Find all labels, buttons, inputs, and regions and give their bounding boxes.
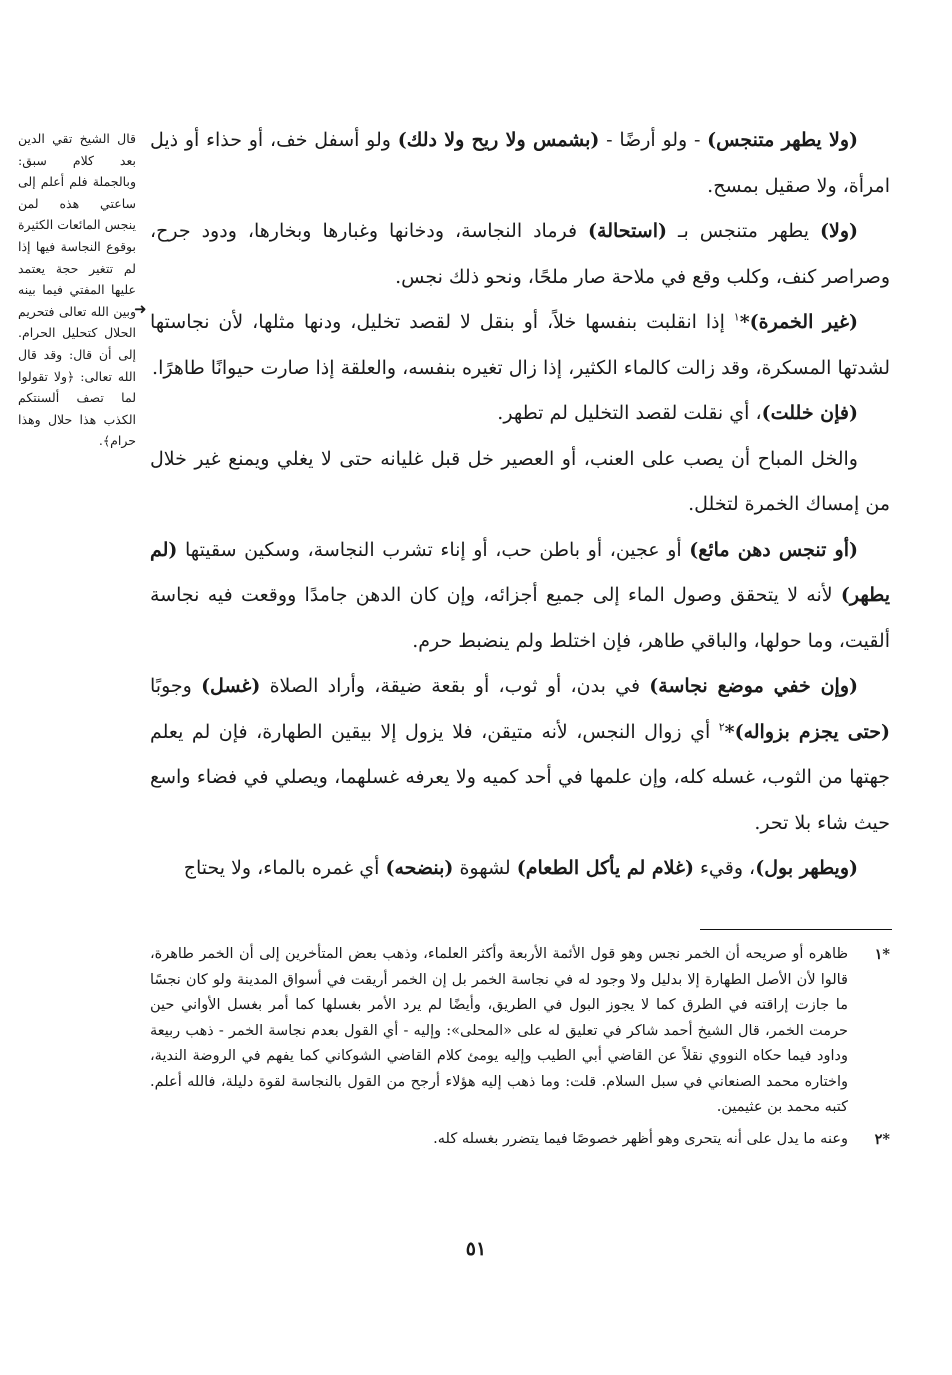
matn-text: (استحالة) bbox=[588, 220, 667, 242]
margin-note: قال الشيخ تقي الدين بعد كلام سبق: وبالجملة فلم أعلم إلى ساعتي هذه لمن ينجس المائعات الكثيرة بوقوع النجاسة فيها إذا لم تتغير حجة يعتمد عليها المفتي فيما بينه وبين الله تعالى فتحريم الحلال كتحليل الحرام. إلى أن قال: وقد قال الله تعالى: ﴿ولا تقولوا لما تصف ألسنتكم الكذب هذا حلال وهذا حرام﴾. bbox=[18, 131, 136, 449]
sharh-text: والخل المباح أن يصب على العنب، أو العصير خل قبل غليانه حتى لا يغلي ويمنع غير خلال من إمساك الخمرة لتخلل. bbox=[150, 447, 890, 515]
main-text bbox=[150, 118, 890, 892]
matn-text: (فإن خللت) bbox=[761, 402, 858, 424]
paragraph bbox=[150, 846, 890, 892]
matn-text: (غلام لم يأكل الطعام) bbox=[516, 857, 694, 879]
matn-text: (أو تنجس دهن مائع) bbox=[689, 538, 858, 561]
footnote-2-text: وعنه ما يدل على أنه يتحرى وهو أظهر خصوصًا فيما يتضرر بغسله كله. bbox=[433, 1130, 848, 1147]
sharh-text: أي زوال النجس، لأنه متيقن، فلا يزول إلا بيقين الطهارة، فإن لم يعلم جهتها من الثوب، غسله كله، وإن علمها في أحد كميه ولا يعرفه غسلهما، ويصلي في فضاء واسع حيث شاء بلا تحر. bbox=[150, 720, 890, 834]
sharh-text: أو عجين، أو باطن حب، أو إناء تشرب النجاسة، وسكين سقيتها bbox=[177, 538, 690, 561]
footnote-1-text: ظاهره أو صريحه أن الخمر نجس وهو قول الأئمة الأربعة وأكثر العلماء، وذهب بعض المتأخرين إلى أن الخمر طاهرة، قالوا لأن الأصل الطهارة إلا بدليل ولا وجود له في نجاسة الخمر بل إن الخمر أريقت في أسواق المدينة ولو كان نجسًا ما جازت إراقته في الطرق كما لا يجوز البول في الطريق، وأيضًا لم يرد الأمر بغسلها كما أمر بغسل الأواني حين حرمت الخمر، قال الشيخ أحمد شاكر في تعليق له على «المحلى»: وإليه - أي القول بعدم نجاسة الخمر - ذهب ربيعة وداود فيما حكاه النووي نقلاً عن القاضي أبي الطيب وإليه يومئ كلام القاضي الشوكاني كما يفهم في الروضة الندية، واختاره محمد الصنعاني في سبل السلام. قلت: وما ذهب إليه هؤلاء أرجح من القول بالنجاسة لقوة دليلة، فالله أعلم. كتبه محمد بن عثيمين. bbox=[150, 946, 848, 1115]
matn-text: (ولا) bbox=[820, 220, 858, 242]
sharh-text: لأنه لا يتحقق وصول الماء إلى جميع أجزائه، وإن كان الدهن جامدًا ووقعت فيه نجاسة ألقيت، وما حولها، والباقي طاهر، فإن اختلط ولم ينضبط حرم. bbox=[150, 584, 890, 652]
paragraph bbox=[150, 437, 890, 528]
footnote-ref: ١ bbox=[733, 310, 740, 324]
matn-text: (بشمس ولا ريح ولا دلك) bbox=[397, 129, 600, 151]
paragraph bbox=[150, 300, 890, 391]
footnotes bbox=[150, 942, 890, 1158]
paragraph bbox=[150, 391, 890, 437]
sharh-text: إذا انقلبت بنفسها خلاً، أو بنقل لا لقصد تخليل، ودنها مثلها، لأن نجاستها لشدتها المسكرة، وقد زالت كالماء الكثير، إذا زال تغيره بنفسه، والعلقة إذا صارت حيوانًا طاهرًا. bbox=[150, 311, 890, 379]
footnote-divider bbox=[700, 929, 892, 930]
page-number: ٥١ bbox=[465, 1238, 487, 1260]
sharh-text: في بدن، أو ثوب، أو بقعة ضيقة، وأراد الصلاة bbox=[260, 675, 650, 697]
margin-arrow-icon: ➜ bbox=[134, 300, 147, 318]
paragraph bbox=[150, 528, 890, 665]
footnote-1 bbox=[150, 942, 890, 1121]
paragraph bbox=[150, 664, 890, 846]
footnote-ref: ٢ bbox=[718, 720, 725, 734]
matn-text: (غير الخمرة)* bbox=[739, 311, 858, 333]
sharh-text: لشهوة bbox=[453, 857, 517, 879]
matn-text: (غسل) bbox=[201, 675, 261, 697]
matn-text: (حتى يجزم بزواله)* bbox=[724, 720, 890, 743]
sharh-text: وجوبًا bbox=[150, 675, 202, 697]
matn-text: (بنضحه) bbox=[385, 857, 454, 879]
sharh-text: فرماد النجاسة، ودخانها وغبارها وبخارها، ودود جرح، وصراصر كنف، وكلب وقع في ملاحة صار ملحًا، ونحو ذلك نجس. bbox=[150, 220, 890, 288]
footnote-2 bbox=[150, 1127, 890, 1153]
matn-text: (لم يطهر) bbox=[150, 538, 890, 606]
sharh-text: ، أي نقلت لقصد التخليل لم تطهر. bbox=[497, 402, 762, 424]
sharh-text: يطهر متنجس بـ bbox=[667, 220, 820, 242]
sharh-text: ، وقيء bbox=[693, 857, 756, 879]
matn-text: (وإن خفي موضع نجاسة) bbox=[649, 675, 858, 697]
sharh-text: أي غمره بالماء، ولا يحتاج bbox=[183, 857, 386, 879]
sharh-text: ولو أسفل خف، أو حذاء أو ذيل امرأة، ولا صقيل بمسح. bbox=[150, 129, 890, 197]
footnote-1-mark: *١ bbox=[874, 946, 890, 963]
footnote-2-mark: *٢ bbox=[874, 1130, 890, 1148]
paragraph bbox=[150, 118, 890, 209]
sharh-text: - ولو أرضًا - bbox=[599, 129, 708, 151]
matn-text: (ويطهر بول) bbox=[755, 857, 858, 879]
matn-text: (ولا يطهر متنجس) bbox=[707, 129, 859, 151]
paragraph bbox=[150, 209, 890, 300]
